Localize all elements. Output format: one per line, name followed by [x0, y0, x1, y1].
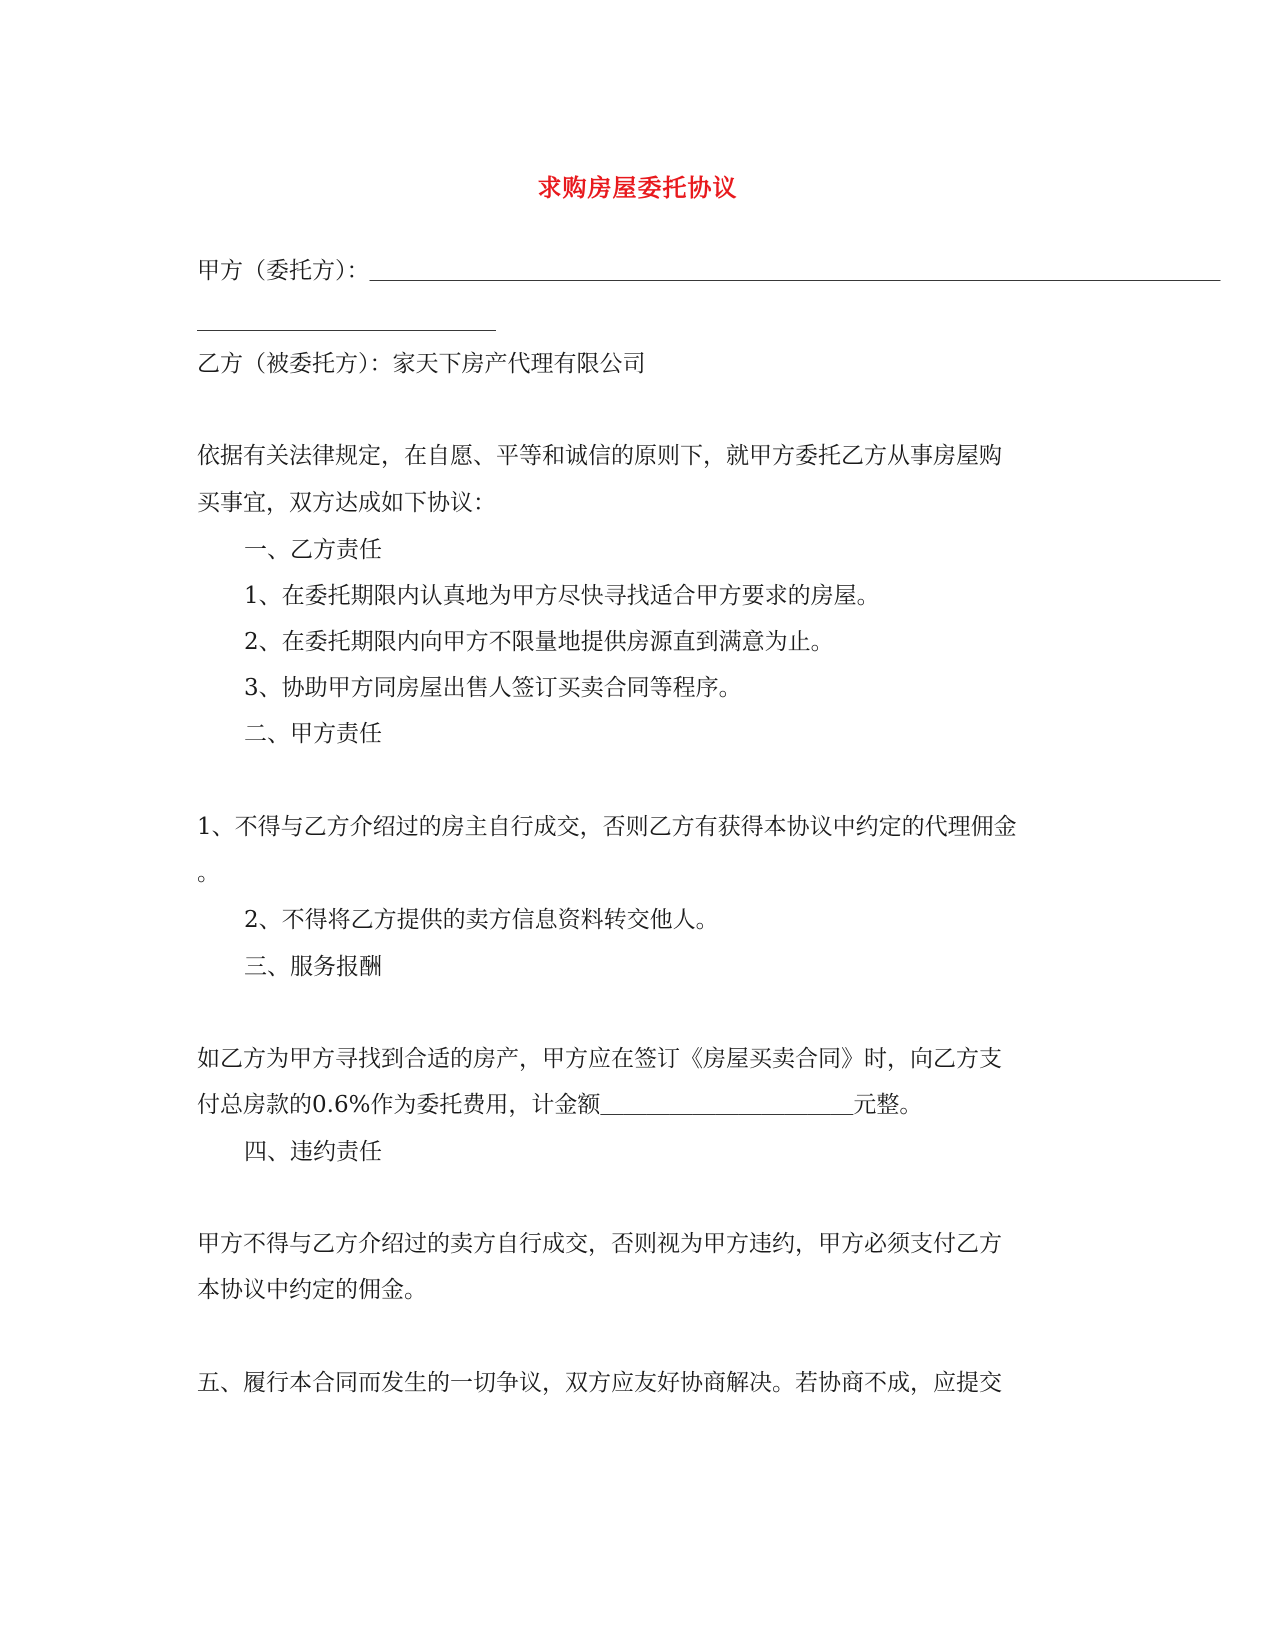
dispute-paragraph-line: 五、履行本合同而发生的一切争议，双方应友好协商解决。若协商不成，应提交 — [197, 1370, 1002, 1396]
party-b-line: 乙方（被委托方）：家天下房产代理有限公司 — [197, 351, 646, 377]
section-heading: 四、违约责任 — [244, 1139, 382, 1165]
breach-paragraph-line: 本协议中约定的佣金。 — [197, 1277, 427, 1303]
section-heading: 三、服务报酬 — [244, 954, 382, 980]
clause-item: 2、不得将乙方提供的卖方信息资料转交他人。 — [244, 907, 719, 933]
breach-paragraph-line: 甲方不得与乙方介绍过的卖方自行成交，否则视为甲方违约，甲方必须支付乙方 — [197, 1231, 1002, 1257]
section-heading: 一、乙方责任 — [244, 537, 382, 563]
fee-paragraph-line: 付总房款的0.6%作为委托费用，计金额＿＿＿＿＿＿＿＿＿＿＿元整。 — [197, 1092, 923, 1118]
clause-item: 2、在委托期限内向甲方不限量地提供房源直到满意为止。 — [244, 629, 834, 655]
intro-paragraph-line: 依据有关法律规定，在自愿、平等和诚信的原则下，就甲方委托乙方从事房屋购 — [197, 443, 1002, 469]
clause-item: 1、在委托期限内认真地为甲方尽快寻找适合甲方要求的房屋。 — [244, 583, 880, 609]
clause-item: 3、协助甲方同房屋出售人签订买卖合同等程序。 — [244, 675, 742, 701]
clause-item-continued: 。 — [197, 860, 220, 886]
clause-item: 1、不得与乙方介绍过的房主自行成交，否则乙方有获得本协议中约定的代理佣金 — [197, 814, 1017, 840]
fee-paragraph-line: 如乙方为甲方寻找到合适的房产，甲方应在签订《房屋买卖合同》时，向乙方支 — [197, 1046, 1002, 1072]
party-a-line-continued: ＿＿＿＿＿＿＿＿＿＿＿＿＿ — [197, 308, 496, 334]
section-heading: 二、甲方责任 — [244, 721, 382, 747]
party-a-line: 甲方（委托方）：＿＿＿＿＿＿＿＿＿＿＿＿＿＿＿＿＿＿＿＿＿＿＿＿＿＿＿＿＿＿＿＿＿＿＿＿＿ — [197, 258, 1221, 284]
intro-paragraph-line: 买事宜，双方达成如下协议： — [197, 490, 496, 516]
document-title: 求购房屋委托协议 — [537, 174, 738, 202]
